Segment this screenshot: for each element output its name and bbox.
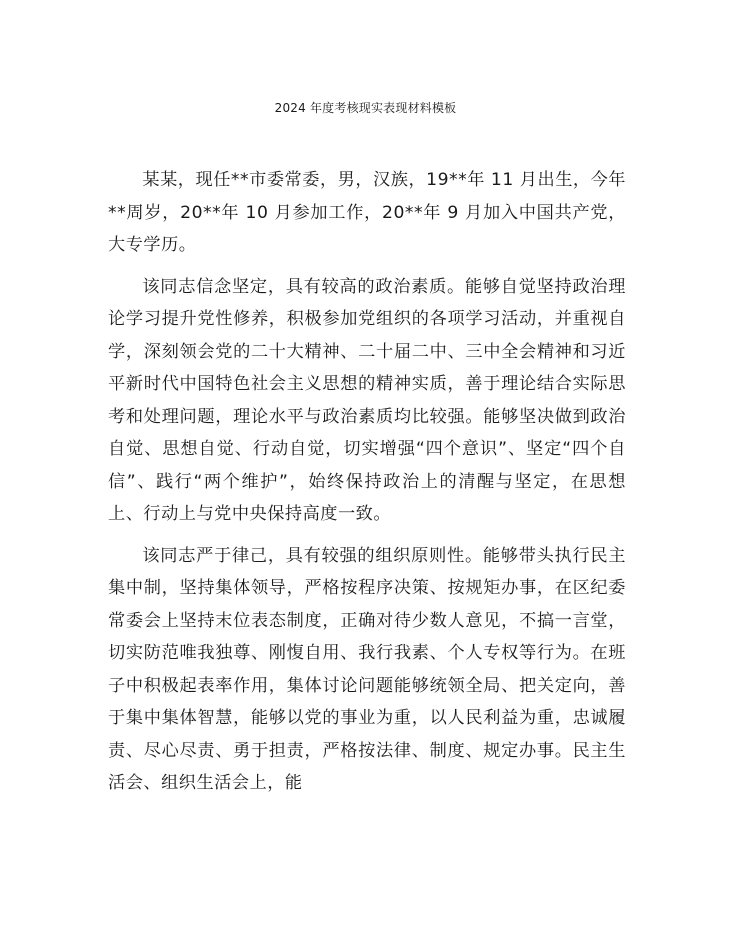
paragraph-political-quality: 该同志信念坚定，具有较高的政治素质。能够自觉坚持政治理论学习提升党性修养，积极参加党组织的各项学习活动，并重视自学，深刻领会党的二十大精神、二十届二中、三中全会精神和习近平新时代中国特色社会主义思想的精神实质，善于理论结合实际思考和处理问题，理论水平与政治素质均比较强。能够坚决做到政治自觉、思想自觉、行动自觉，切实增强“四个意识”、坚定“四个自信”、践行“两个维护”，始终保持政治上的清醒与坚定，在思想上、行动上与党中央保持高度一致。	[108, 276, 626, 524]
document-body	[108, 164, 626, 809]
paragraph-organizational-principle: 该同志严于律己，具有较强的组织原则性。能够带头执行民主集中制，坚持集体领导，严格按程序决策、按规矩办事，在区纪委常委会上坚持末位表态制度，正确对待少数人意见，不搞一言堂，切实防范唯我独尊、刚愎自用、我行我素、个人专权等行为。在班子中积极起表率作用，集体讨论问题能够统领全局、把关定向，善于集中集体智慧，能够以党的事业为重，以人民利益为重，忠诚履责、尽心尽责、勇于担责，严格按法律、制度、规定办事。民主生活会、组织生活会上，能	[108, 545, 626, 793]
paragraph-personal-info: 某某，现任**市委常委，男，汉族，19**年 11 月出生，今年**周岁，20**年 10 月参加工作，20**年 9 月加入中国共产党，大专学历。	[108, 170, 626, 255]
document-title: 2024 年度考核现实表现材料模板	[274, 101, 457, 115]
